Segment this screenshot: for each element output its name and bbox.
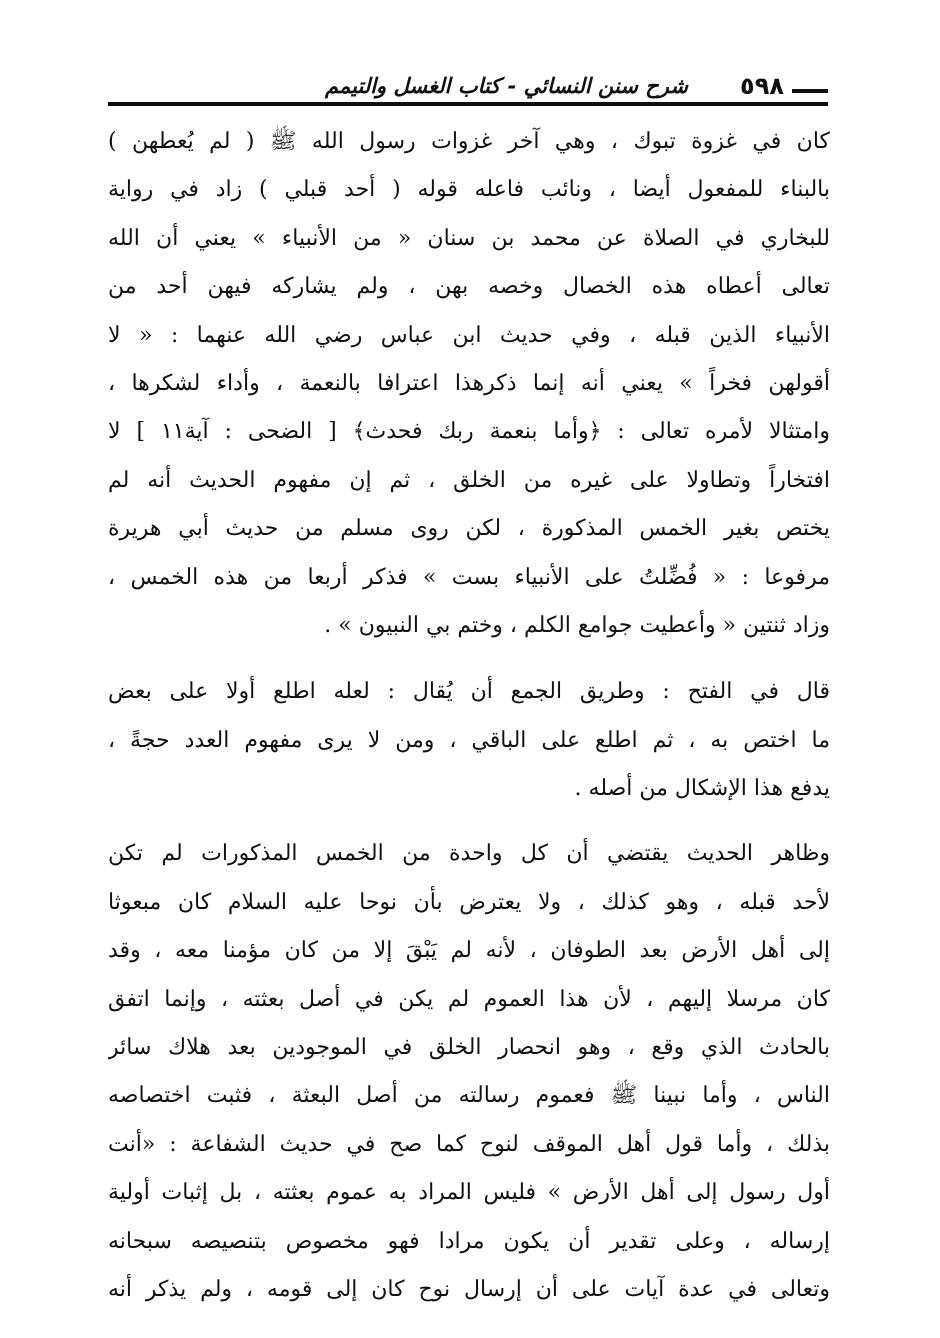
text-line: وزاد ثنتين « وأعطيت جوامع الكلم ، وختم بي النبيون » . bbox=[324, 612, 830, 638]
page-number: ٥٩٨ bbox=[740, 72, 784, 100]
text-line: وظاهر الحديث يقتضي أن كل واحدة من الخمس المذكورات لم تكن bbox=[108, 841, 830, 867]
text-line: إلى أهل الأرض بعد الطوفان ، لأنه لم يَبْقَ إلا من كان مؤمنا معه ، وقد bbox=[108, 938, 830, 964]
text-line: لأحد قبله ، وهو كذلك ، ولا يعترض بأن نوحا عليه السلام كان مبعوثا bbox=[108, 889, 830, 915]
text-line: يدفع هذا الإشكال من أصله . bbox=[574, 776, 830, 802]
text-line: كان في غزوة تبوك ، وهي آخر غزوات رسول الله ﷺ ( لم يُعطهن ) bbox=[108, 129, 830, 154]
text-line: للبخاري في الصلاة عن محمد بن سنان « من الأنبياء » يعني أن الله bbox=[108, 225, 830, 251]
text-line: أول رسول إلى أهل الأرض » فليس المراد به عموم بعثته ، بل إثبات أولية bbox=[108, 1180, 830, 1206]
page-header bbox=[108, 72, 828, 106]
text-line: كان مرسلا إليهم ، لأن هذا العموم لم يكن في أصل بعثته ، وإنما اتفق bbox=[108, 986, 830, 1012]
text-line: يختص بغير الخمس المذكورة ، لكن روى مسلم من حديث أبي هريرة bbox=[108, 516, 830, 542]
header-rule bbox=[108, 102, 828, 106]
running-title: شرح سنن النسائي - كتاب الغسل والتيمم bbox=[325, 74, 688, 98]
page-number-dash bbox=[792, 89, 828, 93]
text-line: بالحادث الذي وقع ، وهو انحصار الخلق في الموجودين بعد هلاك سائر bbox=[108, 1035, 830, 1061]
text-line: إرساله ، وعلى تقدير أن يكون مرادا فهو مخصوص بتنصيصه سبحانه bbox=[108, 1228, 830, 1254]
text-line: الأنبياء الذين قبله ، وفي حديث ابن عباس رضي الله عنهما : « لا bbox=[108, 322, 830, 348]
text-line: مرفوعا : « فُضِّلتُ على الأنبياء بست » فذكر أربعا من هذه الخمس ، bbox=[108, 564, 830, 590]
paragraph-1 bbox=[108, 118, 830, 650]
text-line: بالبناء للمفعول أيضا ، ونائب فاعله قوله ( أحد قبلي ) زاد في رواية bbox=[108, 177, 830, 203]
text-line: تعالى أعطاه هذه الخصال وخصه بهن ، ولم يشاركه فيهن أحد من bbox=[108, 274, 830, 300]
text-line: الناس ، وأما نبينا ﷺ فعموم رسالته من أصل البعثة ، فثبت اختصاصه bbox=[108, 1083, 830, 1109]
text-body bbox=[108, 118, 830, 1314]
text-line: أقولهن فخراً » يعني أنه إنما ذكرهذا اعترافا بالنعمة ، وأداء لشكرها ، bbox=[108, 370, 830, 396]
paragraph-2 bbox=[108, 668, 830, 813]
text-line: وتعالى في عدة آيات على أن إرسال نوح كان إلى قومه ، ولم يذكر أنه bbox=[108, 1276, 830, 1302]
text-line: ما اختص به ، ثم اطلع على الباقي ، ومن لا يرى مفهوم العدد حجةً ، bbox=[108, 727, 830, 753]
text-line: وامتثالا لأمره تعالى : ﴿وأما بنعمة ربك فحدث﴾ [ الضحى : آية١١ ] لا bbox=[108, 419, 830, 445]
paragraph-3 bbox=[108, 830, 830, 1314]
text-line: افتخاراً وتطاولا على غيره من الخلق ، ثم إن مفهوم الحديث أنه لم bbox=[108, 467, 830, 493]
text-line: بذلك ، وأما قول أهل الموقف لنوح كما صح في حديث الشفاعة : «أنت bbox=[108, 1131, 830, 1157]
text-line: قال في الفتح : وطريق الجمع أن يُقال : لعله اطلع أولا على بعض bbox=[108, 679, 830, 705]
